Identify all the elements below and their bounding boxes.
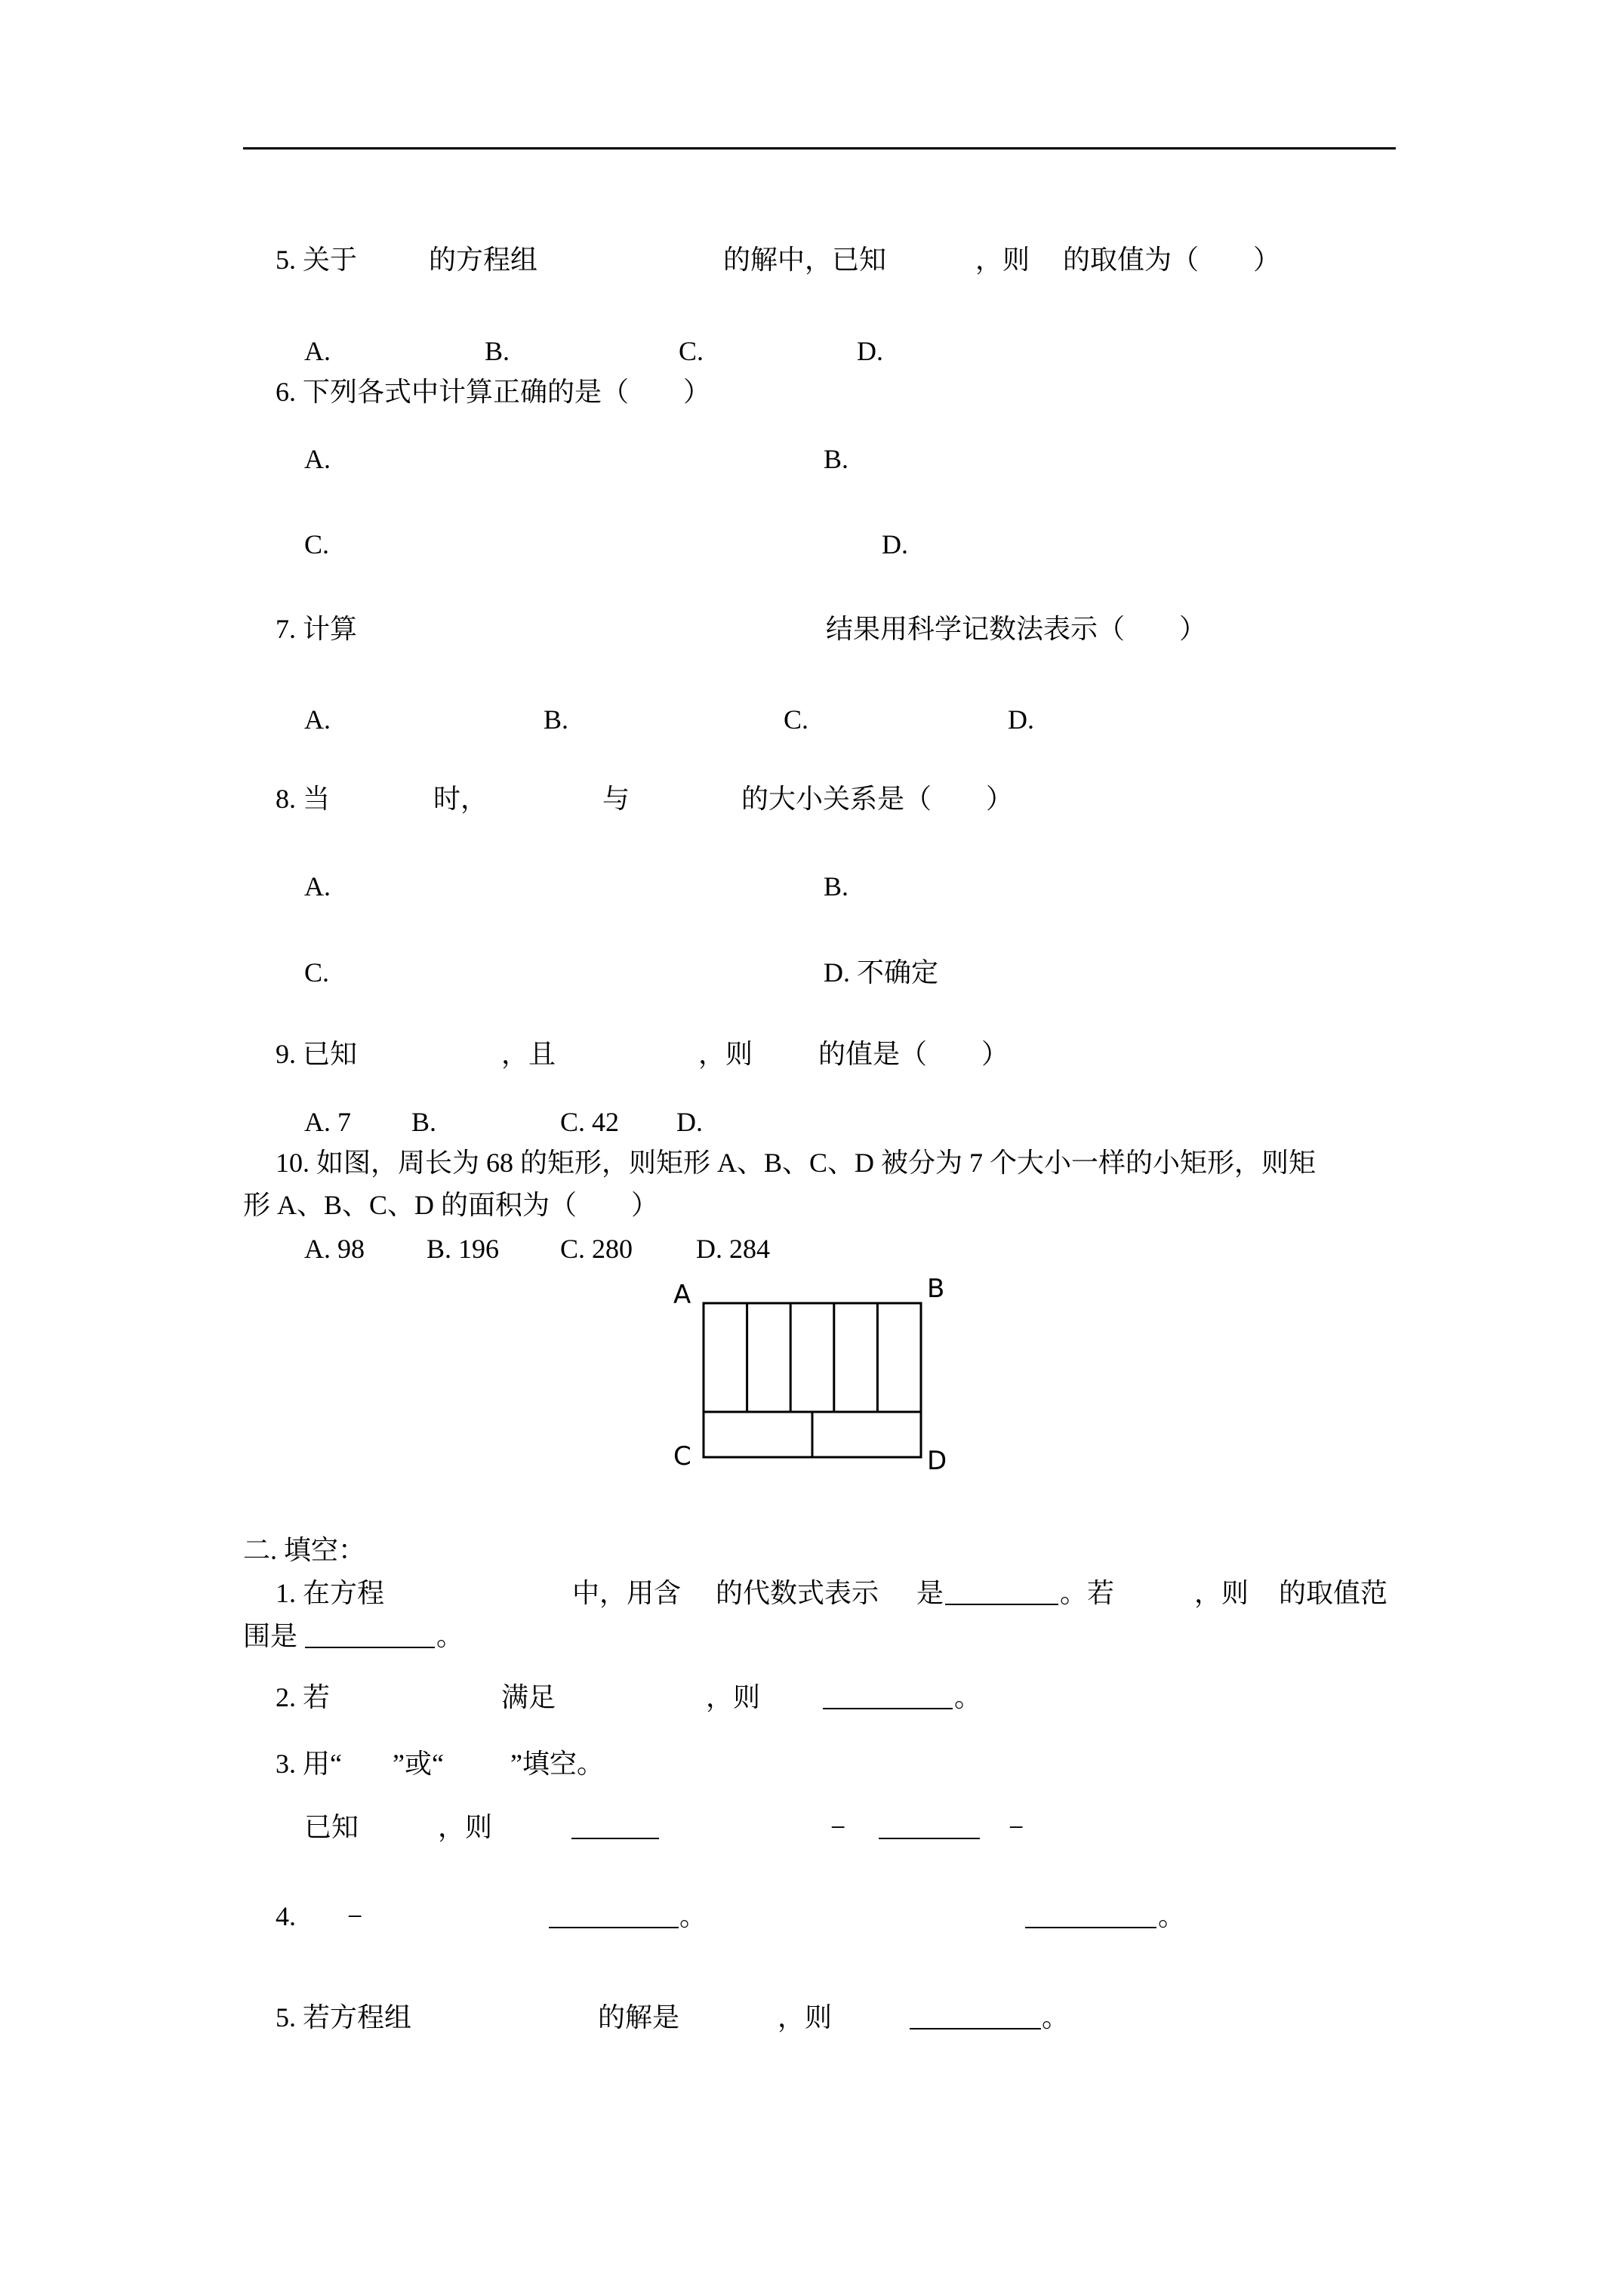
q9-stem-2: ，且 — [501, 1039, 556, 1069]
f1-part-2: 中，用含 — [572, 1578, 682, 1608]
f2-part-2: 满足 — [501, 1682, 556, 1712]
q10-stem-line1: 10. 如图，周长为 68 的矩形，则矩形 A、B、C、D 被分为 7 个大小一样的小矩形，则矩 — [276, 1148, 1317, 1178]
f1-part-6: ，则 — [1194, 1578, 1249, 1608]
q6-stem: 6. 下列各式中计算正确的是（ ） — [276, 377, 711, 407]
f3-answer-blank-1[interactable] — [571, 1838, 659, 1839]
q5-option-a: A. — [304, 336, 331, 366]
q7-option-a: A. — [304, 704, 331, 735]
q10-stem-line2: 形 A、B、C、D 的面积为（ ） — [243, 1190, 659, 1220]
f3-line2-1: 已知 — [304, 1812, 359, 1842]
f4-part-1: 4. — [276, 1901, 296, 1931]
f3-minus-1: − — [830, 1812, 846, 1842]
f4-period-2: 。 — [1158, 1901, 1186, 1931]
f4-period-1: 。 — [679, 1901, 707, 1931]
q10-option-d: D. 284 — [696, 1234, 770, 1264]
f3-line2-2: ，则 — [438, 1812, 493, 1842]
q5-option-d: D. — [857, 336, 883, 366]
q8-stem-3: 与 — [602, 784, 630, 814]
q8-option-b: B. — [824, 871, 849, 901]
q8-option-c: C. — [304, 957, 330, 988]
rectangle-figure — [664, 1276, 951, 1472]
f5-answer-blank[interactable] — [910, 2028, 1041, 2029]
label-a: A — [673, 1280, 691, 1310]
q6-option-d: D. — [882, 529, 908, 559]
q5-stem-5: 的取值为（ ） — [1063, 245, 1281, 275]
q5-stem-1: 5. 关于 — [276, 245, 358, 275]
f1-answer-blank-1[interactable] — [945, 1604, 1058, 1605]
label-b: B — [927, 1276, 945, 1304]
f5-part-1: 5. 若方程组 — [276, 2002, 412, 2032]
f2-answer-blank[interactable] — [823, 1708, 953, 1709]
q5-stem-4: ，则 — [975, 245, 1030, 275]
q10-option-a: A. 98 — [304, 1234, 365, 1264]
f1-answer-blank-2[interactable] — [305, 1647, 435, 1648]
q9-option-a: A. 7 — [304, 1107, 351, 1137]
q7-stem-1: 7. 计算 — [276, 614, 358, 644]
q9-stem-3: ，则 — [698, 1039, 753, 1069]
f4-answer-blank-1[interactable] — [549, 1927, 679, 1928]
header-rule — [243, 147, 1396, 149]
f3-answer-blank-2[interactable] — [879, 1838, 980, 1839]
f3-stem-3: ”填空。 — [510, 1749, 604, 1779]
q7-stem-2: 结果用科学记数法表示（ ） — [826, 614, 1207, 644]
section-2-title: 二. 填空： — [243, 1535, 366, 1565]
f2-part-4: 。 — [954, 1682, 982, 1712]
f4-minus: − — [347, 1901, 363, 1931]
f5-part-2: 的解是 — [598, 2002, 680, 2032]
f1-line2-1: 围是 — [243, 1621, 298, 1651]
q8-option-d: D. 不确定 — [824, 957, 938, 988]
f1-part-1: 1. 在方程 — [276, 1578, 385, 1608]
q5-stem-2: 的方程组 — [429, 245, 538, 275]
q10-option-b: B. 196 — [427, 1234, 500, 1264]
f1-part-7: 的取值范 — [1279, 1578, 1388, 1608]
q9-stem-1: 9. 已知 — [276, 1039, 358, 1069]
q6-option-c: C. — [304, 529, 330, 559]
q9-option-b: B. — [411, 1107, 437, 1137]
f3-minus-2: − — [1009, 1812, 1024, 1842]
f1-line2-2: 。 — [436, 1621, 464, 1651]
q8-stem-1: 8. 当 — [276, 784, 331, 814]
q7-option-c: C. — [784, 704, 809, 735]
f1-part-4: 是 — [916, 1578, 944, 1608]
q5-option-b: B. — [485, 336, 510, 366]
f5-part-4: 。 — [1042, 2002, 1070, 2032]
f4-answer-blank-2[interactable] — [1025, 1927, 1156, 1928]
q9-option-c: C. 42 — [560, 1107, 620, 1137]
f2-part-3: ，则 — [706, 1682, 761, 1712]
q9-stem-4: 的值是（ ） — [818, 1039, 1009, 1069]
q8-option-a: A. — [304, 871, 331, 901]
f2-part-1: 2. 若 — [276, 1682, 331, 1712]
f3-stem-1: 3. 用“ — [276, 1749, 342, 1779]
f1-part-3: 的代数式表示 — [716, 1578, 879, 1608]
label-d: D — [927, 1446, 947, 1472]
q5-option-c: C. — [679, 336, 704, 366]
f1-part-5: 。若 — [1060, 1578, 1115, 1608]
q7-option-b: B. — [544, 704, 569, 735]
q10-option-c: C. 280 — [560, 1234, 633, 1264]
q6-option-b: B. — [824, 444, 849, 474]
q9-option-d: D. — [676, 1107, 703, 1137]
q6-option-a: A. — [304, 444, 331, 474]
f3-stem-2: ”或“ — [393, 1749, 444, 1779]
f5-part-3: ，则 — [778, 2002, 833, 2032]
q5-stem-3: 的解中，已知 — [723, 245, 887, 275]
q7-option-d: D. — [1008, 704, 1034, 735]
q8-stem-2: 时， — [433, 784, 488, 814]
q8-stem-4: 的大小关系是（ ） — [741, 784, 1014, 814]
label-c: C — [673, 1441, 691, 1472]
